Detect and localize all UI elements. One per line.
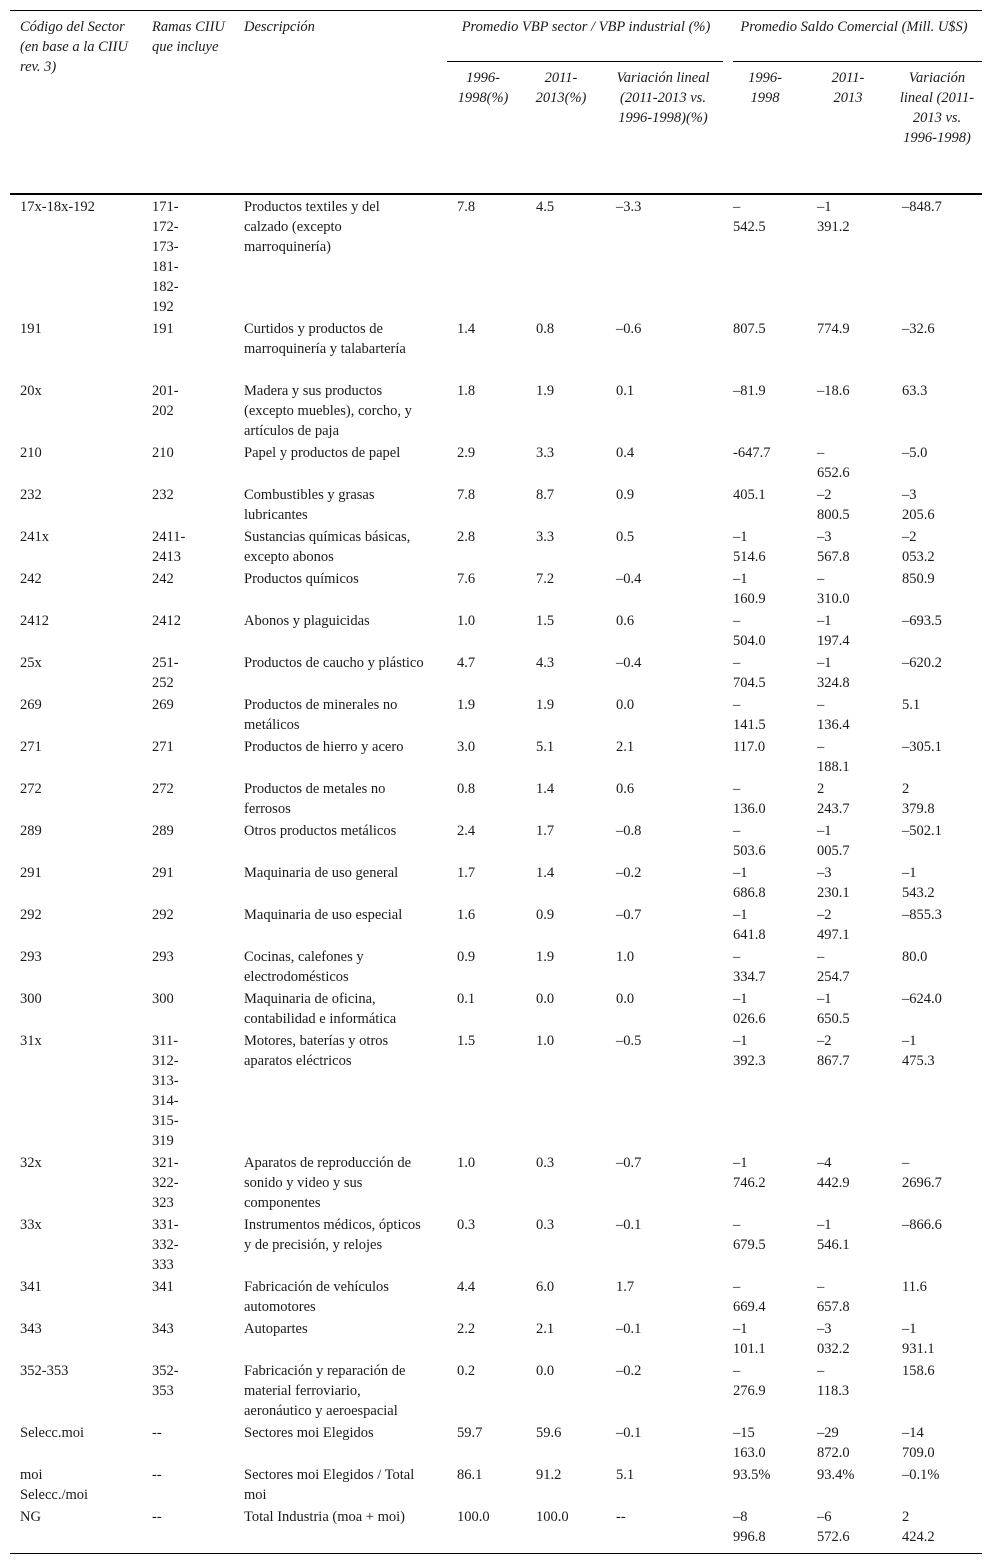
row-descripcion: Productos de minerales no metálicos — [244, 697, 398, 733]
row-vbp-variacion: 0.6 — [616, 613, 635, 629]
row-vbp-2011-2013: 3.3 — [536, 529, 555, 545]
row-codigo: 2412 — [20, 613, 49, 629]
header-ramas: Ramas CIIU que incluye — [152, 19, 225, 55]
row-vbp-variacion: –0.8 — [616, 823, 642, 839]
row-ramas: -- — [152, 1425, 162, 1441]
row-codigo: 300 — [20, 991, 42, 1007]
row-vbp-2011-2013: 0.3 — [536, 1217, 555, 1233]
row-vbp-variacion: –0.4 — [616, 655, 642, 671]
header-saldo-2011-2013: 2011-2013 — [831, 70, 865, 106]
row-ramas: 271 — [152, 739, 174, 755]
row-codigo: 271 — [20, 739, 42, 755]
row-saldo-1996-1998: 93.5% — [733, 1467, 771, 1483]
row-saldo-1996-1998: –81.9 — [733, 383, 766, 399]
row-saldo-2011-2013: – 136.4 — [817, 697, 850, 733]
row-vbp-1996-1998: 1.9 — [457, 697, 476, 713]
row-saldo-variacion: 2 379.8 — [902, 781, 935, 817]
row-saldo-variacion: 63.3 — [902, 383, 928, 399]
header-group-vbp-rule — [447, 61, 723, 62]
row-saldo-variacion: –866.6 — [902, 1217, 942, 1233]
row-codigo: 352-353 — [20, 1363, 69, 1379]
row-saldo-2011-2013: 2 243.7 — [817, 781, 850, 817]
row-vbp-variacion: 0.9 — [616, 487, 635, 503]
row-saldo-2011-2013: –3 230.1 — [817, 865, 850, 901]
row-saldo-1996-1998: – 136.0 — [733, 781, 766, 817]
row-ramas: 321- 322- 323 — [152, 1155, 179, 1211]
header-group-saldo: Promedio Saldo Comercial (Mill. U$S) — [740, 19, 968, 35]
row-codigo: NG — [20, 1509, 41, 1525]
row-ramas: 292 — [152, 907, 174, 923]
row-vbp-2011-2013: 0.9 — [536, 907, 555, 923]
row-saldo-2011-2013: –1 324.8 — [817, 655, 850, 691]
row-saldo-2011-2013: –3 567.8 — [817, 529, 850, 565]
header-vbp-2011-2013: 2011-2013(%) — [535, 70, 587, 106]
row-saldo-variacion: – 2696.7 — [902, 1155, 942, 1191]
row-saldo-variacion: 80.0 — [902, 949, 928, 965]
row-descripcion: Autopartes — [244, 1321, 308, 1337]
row-ramas: 291 — [152, 865, 174, 881]
row-codigo: 17x-18x-192 — [20, 199, 95, 215]
row-codigo: 232 — [20, 487, 42, 503]
row-saldo-variacion: –5.0 — [902, 445, 928, 461]
row-saldo-2011-2013: –6 572.6 — [817, 1509, 850, 1545]
row-saldo-1996-1998: –15 163.0 — [733, 1425, 766, 1461]
row-vbp-2011-2013: 1.4 — [536, 865, 555, 881]
row-descripcion: Otros productos metálicos — [244, 823, 397, 839]
row-ramas: 331- 332- 333 — [152, 1217, 179, 1273]
row-saldo-variacion: –2 053.2 — [902, 529, 935, 565]
row-saldo-variacion: –620.2 — [902, 655, 942, 671]
row-codigo: 210 — [20, 445, 42, 461]
row-codigo: moi Selecc./moi — [20, 1467, 89, 1503]
row-vbp-variacion: –0.1 — [616, 1425, 642, 1441]
row-saldo-2011-2013: –3 032.2 — [817, 1321, 850, 1357]
row-vbp-1996-1998: 1.8 — [457, 383, 476, 399]
row-saldo-2011-2013: –2 800.5 — [817, 487, 850, 523]
row-vbp-2011-2013: 7.2 — [536, 571, 555, 587]
row-vbp-variacion: –0.7 — [616, 1155, 642, 1171]
row-vbp-2011-2013: 91.2 — [536, 1467, 562, 1483]
row-descripcion: Productos de metales no ferrosos — [244, 781, 386, 817]
row-descripcion: Madera y sus productos (excepto muebles), corcho, y artículos de paja — [244, 383, 412, 439]
row-codigo: 343 — [20, 1321, 42, 1337]
row-vbp-variacion: 0.4 — [616, 445, 635, 461]
row-descripcion: Curtidos y productos de marroquinería y talabartería — [244, 321, 406, 357]
row-saldo-2011-2013: – 254.7 — [817, 949, 850, 985]
row-descripcion: Productos de caucho y plástico — [244, 655, 424, 671]
row-saldo-variacion: –14 709.0 — [902, 1425, 935, 1461]
row-vbp-2011-2013: 59.6 — [536, 1425, 562, 1441]
row-ramas: 210 — [152, 445, 174, 461]
row-descripcion: Sectores moi Elegidos / Total moi — [244, 1467, 415, 1503]
row-vbp-1996-1998: 1.7 — [457, 865, 476, 881]
row-codigo: 241x — [20, 529, 49, 545]
row-ramas: 2411- 2413 — [152, 529, 186, 565]
row-vbp-variacion: 0.1 — [616, 383, 635, 399]
row-ramas: -- — [152, 1467, 162, 1483]
row-vbp-1996-1998: 1.4 — [457, 321, 476, 337]
row-vbp-2011-2013: 1.5 — [536, 613, 555, 629]
row-vbp-2011-2013: 0.3 — [536, 1155, 555, 1171]
row-vbp-2011-2013: 1.9 — [536, 949, 555, 965]
row-descripcion: Maquinaria de uso general — [244, 865, 399, 881]
row-codigo: Selecc.moi — [20, 1425, 85, 1441]
row-saldo-variacion: 11.6 — [902, 1279, 927, 1295]
row-ramas: 191 — [152, 321, 174, 337]
row-saldo-1996-1998: – 669.4 — [733, 1279, 766, 1315]
row-vbp-variacion: 1.0 — [616, 949, 635, 965]
row-codigo: 242 — [20, 571, 42, 587]
row-saldo-1996-1998: –1 101.1 — [733, 1321, 766, 1357]
row-codigo: 31x — [20, 1033, 42, 1049]
row-vbp-variacion: 0.6 — [616, 781, 635, 797]
row-vbp-1996-1998: 1.6 — [457, 907, 476, 923]
row-saldo-2011-2013: –1 005.7 — [817, 823, 850, 859]
row-saldo-1996-1998: –1 514.6 — [733, 529, 766, 565]
row-vbp-2011-2013: 1.9 — [536, 697, 555, 713]
row-vbp-1996-1998: 86.1 — [457, 1467, 483, 1483]
row-vbp-2011-2013: 2.1 — [536, 1321, 555, 1337]
row-vbp-2011-2013: 4.5 — [536, 199, 555, 215]
row-ramas: 171- 172- 173- 181- 182- 192 — [152, 199, 179, 315]
row-vbp-2011-2013: 5.1 — [536, 739, 555, 755]
header-group-saldo-rule — [733, 61, 982, 62]
row-saldo-1996-1998: –1 026.6 — [733, 991, 766, 1027]
row-descripcion: Sustancias químicas básicas, excepto abonos — [244, 529, 411, 565]
row-vbp-1996-1998: 59.7 — [457, 1425, 483, 1441]
row-vbp-2011-2013: 0.8 — [536, 321, 555, 337]
table-bottom-rule — [10, 1553, 982, 1554]
row-vbp-1996-1998: 4.4 — [457, 1279, 476, 1295]
row-vbp-2011-2013: 3.3 — [536, 445, 555, 461]
row-vbp-1996-1998: 7.8 — [457, 487, 476, 503]
row-ramas: 201- 202 — [152, 383, 179, 419]
row-saldo-2011-2013: – 310.0 — [817, 571, 850, 607]
row-descripcion: Papel y productos de papel — [244, 445, 401, 461]
row-descripcion: Fabricación y reparación de material ferroviario, aeronáutico y aeroespacial — [244, 1363, 406, 1419]
row-vbp-variacion: 2.1 — [616, 739, 635, 755]
row-vbp-2011-2013: 4.3 — [536, 655, 555, 671]
row-vbp-2011-2013: 0.0 — [536, 1363, 555, 1379]
row-descripcion: Total Industria (moa + moi) — [244, 1509, 405, 1525]
row-saldo-1996-1998: 405.1 — [733, 487, 766, 503]
row-ramas: 343 — [152, 1321, 174, 1337]
row-saldo-variacion: –693.5 — [902, 613, 942, 629]
row-vbp-variacion: –0.2 — [616, 1363, 642, 1379]
row-vbp-variacion: –3.3 — [616, 199, 642, 215]
row-vbp-2011-2013: 1.0 — [536, 1033, 555, 1049]
row-ramas: 232 — [152, 487, 174, 503]
row-vbp-1996-1998: 1.0 — [457, 613, 476, 629]
row-vbp-variacion: 0.0 — [616, 697, 635, 713]
row-ramas: 341 — [152, 1279, 174, 1295]
row-vbp-2011-2013: 6.0 — [536, 1279, 555, 1295]
row-ramas: 251- 252 — [152, 655, 179, 691]
row-vbp-2011-2013: 1.4 — [536, 781, 555, 797]
row-descripcion: Productos químicos — [244, 571, 359, 587]
row-vbp-1996-1998: 100.0 — [457, 1509, 490, 1525]
row-vbp-variacion: –0.1 — [616, 1321, 642, 1337]
row-vbp-variacion: –0.6 — [616, 321, 642, 337]
row-saldo-variacion: –1 475.3 — [902, 1033, 935, 1069]
row-vbp-2011-2013: 0.0 — [536, 991, 555, 1007]
row-saldo-variacion: –624.0 — [902, 991, 942, 1007]
row-ramas: 300 — [152, 991, 174, 1007]
row-saldo-1996-1998: – 276.9 — [733, 1363, 766, 1399]
row-saldo-2011-2013: –1 391.2 — [817, 199, 850, 235]
row-saldo-1996-1998: –1 160.9 — [733, 571, 766, 607]
row-vbp-variacion: –0.1 — [616, 1217, 642, 1233]
header-vbp-1996-1998: 1996-1998(%) — [457, 70, 509, 106]
row-vbp-1996-1998: 0.1 — [457, 991, 476, 1007]
row-saldo-2011-2013: –1 546.1 — [817, 1217, 850, 1253]
row-descripcion: Fabricación de vehículos automotores — [244, 1279, 389, 1315]
header-group-vbp: Promedio VBP sector / VBP industrial (%) — [461, 19, 711, 35]
row-codigo: 341 — [20, 1279, 42, 1295]
header-vbp-variacion: Variación lineal (2011-2013 vs. 1996-1998)(%) — [616, 70, 710, 126]
row-codigo: 293 — [20, 949, 42, 965]
row-ramas: 352- 353 — [152, 1363, 179, 1399]
row-vbp-variacion: –0.7 — [616, 907, 642, 923]
header-bottom-rule — [10, 193, 982, 195]
row-codigo: 20x — [20, 383, 42, 399]
row-saldo-2011-2013: –1 650.5 — [817, 991, 850, 1027]
header-saldo-variacion: Variación lineal (2011-2013 vs. 1996-1998) — [899, 70, 975, 146]
row-descripcion: Maquinaria de uso especial — [244, 907, 403, 923]
row-saldo-variacion: –848.7 — [902, 199, 942, 215]
row-vbp-1996-1998: 4.7 — [457, 655, 476, 671]
row-vbp-1996-1998: 2.9 — [457, 445, 476, 461]
row-vbp-variacion: 0.5 — [616, 529, 635, 545]
row-saldo-1996-1998: – 542.5 — [733, 199, 766, 235]
row-vbp-1996-1998: 1.5 — [457, 1033, 476, 1049]
row-vbp-1996-1998: 0.9 — [457, 949, 476, 965]
row-vbp-variacion: –0.2 — [616, 865, 642, 881]
row-vbp-2011-2013: 100.0 — [536, 1509, 569, 1525]
row-saldo-2011-2013: –2 867.7 — [817, 1033, 850, 1069]
row-codigo: 291 — [20, 865, 42, 881]
row-codigo: 33x — [20, 1217, 42, 1233]
row-vbp-variacion: 1.7 — [616, 1279, 635, 1295]
row-saldo-1996-1998: – 704.5 — [733, 655, 766, 691]
row-saldo-1996-1998: – 503.6 — [733, 823, 766, 859]
row-vbp-variacion: -- — [616, 1509, 626, 1525]
row-saldo-1996-1998: – 334.7 — [733, 949, 766, 985]
row-descripcion: Abonos y plaguicidas — [244, 613, 370, 629]
row-saldo-1996-1998: -647.7 — [733, 445, 771, 461]
row-vbp-1996-1998: 7.8 — [457, 199, 476, 215]
row-saldo-variacion: –305.1 — [902, 739, 942, 755]
row-saldo-variacion: 158.6 — [902, 1363, 935, 1379]
row-ramas: 311- 312- 313- 314- 315- 319 — [152, 1033, 179, 1149]
row-vbp-1996-1998: 7.6 — [457, 571, 476, 587]
row-vbp-1996-1998: 2.2 — [457, 1321, 476, 1337]
row-saldo-variacion: –855.3 — [902, 907, 942, 923]
row-vbp-1996-1998: 0.3 — [457, 1217, 476, 1233]
row-descripcion: Maquinaria de oficina, contabilidad e informática — [244, 991, 397, 1027]
row-saldo-variacion: –0.1% — [902, 1467, 940, 1483]
row-saldo-2011-2013: 93.4% — [817, 1467, 855, 1483]
row-saldo-2011-2013: – 652.6 — [817, 445, 850, 481]
header-saldo-1996-1998: 1996-1998 — [748, 70, 782, 106]
row-saldo-2011-2013: –18.6 — [817, 383, 850, 399]
row-saldo-variacion: –1 543.2 — [902, 865, 935, 901]
row-saldo-1996-1998: –1 746.2 — [733, 1155, 766, 1191]
row-vbp-1996-1998: 0.8 — [457, 781, 476, 797]
row-codigo: 32x — [20, 1155, 42, 1171]
row-saldo-variacion: 5.1 — [902, 697, 921, 713]
row-codigo: 272 — [20, 781, 42, 797]
row-saldo-variacion: 2 424.2 — [902, 1509, 935, 1545]
row-saldo-1996-1998: –8 996.8 — [733, 1509, 766, 1545]
row-saldo-1996-1998: 117.0 — [733, 739, 766, 755]
row-saldo-2011-2013: 774.9 — [817, 321, 850, 337]
row-saldo-2011-2013: – 657.8 — [817, 1279, 850, 1315]
row-codigo: 269 — [20, 697, 42, 713]
row-saldo-1996-1998: –1 686.8 — [733, 865, 766, 901]
row-saldo-2011-2013: –4 442.9 — [817, 1155, 850, 1191]
row-descripcion: Cocinas, calefones y electrodomésticos — [244, 949, 364, 985]
row-descripcion: Instrumentos médicos, ópticos y de precisión, y relojes — [244, 1217, 421, 1253]
row-descripcion: Productos textiles y del calzado (excepto marroquinería) — [244, 199, 380, 255]
row-saldo-2011-2013: –1 197.4 — [817, 613, 850, 649]
row-vbp-variacion: –0.4 — [616, 571, 642, 587]
row-vbp-variacion: 0.0 — [616, 991, 635, 1007]
header-codigo: Código del Sector (en base a la CIIU rev. 3) — [20, 19, 128, 75]
row-saldo-variacion: –502.1 — [902, 823, 942, 839]
row-saldo-1996-1998: – 141.5 — [733, 697, 766, 733]
row-ramas: 269 — [152, 697, 174, 713]
row-codigo: 292 — [20, 907, 42, 923]
row-ramas: -- — [152, 1509, 162, 1525]
header-descripcion: Descripción — [244, 19, 315, 35]
row-saldo-1996-1998: –1 392.3 — [733, 1033, 766, 1069]
row-saldo-2011-2013: – 118.3 — [817, 1363, 850, 1399]
row-codigo: 25x — [20, 655, 42, 671]
row-codigo: 191 — [20, 321, 42, 337]
row-ramas: 293 — [152, 949, 174, 965]
row-descripcion: Aparatos de reproducción de sonido y video y sus componentes — [244, 1155, 412, 1211]
row-ramas: 2412 — [152, 613, 181, 629]
row-descripcion: Motores, baterías y otros aparatos eléctricos — [244, 1033, 389, 1069]
row-vbp-variacion: –0.5 — [616, 1033, 642, 1049]
row-saldo-1996-1998: – 679.5 — [733, 1217, 766, 1253]
table-top-rule — [10, 10, 982, 11]
row-saldo-1996-1998: 807.5 — [733, 321, 766, 337]
row-saldo-2011-2013: –29 872.0 — [817, 1425, 850, 1461]
row-vbp-1996-1998: 2.4 — [457, 823, 476, 839]
row-vbp-2011-2013: 8.7 — [536, 487, 555, 503]
row-saldo-variacion: –32.6 — [902, 321, 935, 337]
row-saldo-1996-1998: – 504.0 — [733, 613, 766, 649]
row-vbp-1996-1998: 1.0 — [457, 1155, 476, 1171]
row-ramas: 242 — [152, 571, 174, 587]
row-saldo-2011-2013: – 188.1 — [817, 739, 850, 775]
row-descripcion: Productos de hierro y acero — [244, 739, 404, 755]
row-saldo-2011-2013: –2 497.1 — [817, 907, 850, 943]
row-vbp-2011-2013: 1.7 — [536, 823, 555, 839]
row-codigo: 289 — [20, 823, 42, 839]
row-descripcion: Combustibles y grasas lubricantes — [244, 487, 375, 523]
row-ramas: 289 — [152, 823, 174, 839]
row-vbp-1996-1998: 0.2 — [457, 1363, 476, 1379]
row-saldo-variacion: –1 931.1 — [902, 1321, 935, 1357]
row-ramas: 272 — [152, 781, 174, 797]
row-vbp-1996-1998: 2.8 — [457, 529, 476, 545]
row-vbp-variacion: 5.1 — [616, 1467, 635, 1483]
row-vbp-2011-2013: 1.9 — [536, 383, 555, 399]
row-descripcion: Sectores moi Elegidos — [244, 1425, 374, 1441]
row-saldo-1996-1998: –1 641.8 — [733, 907, 766, 943]
row-saldo-variacion: –3 205.6 — [902, 487, 935, 523]
row-saldo-variacion: 850.9 — [902, 571, 935, 587]
row-vbp-1996-1998: 3.0 — [457, 739, 476, 755]
